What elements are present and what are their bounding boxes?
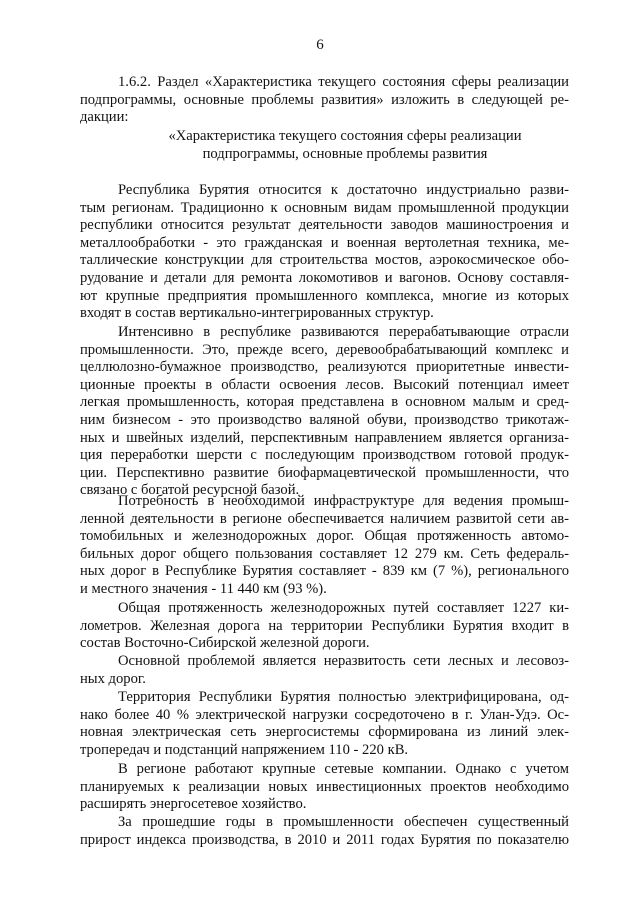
paragraph-line: ют крупные предприятия промышленного комплекса, многие из которых (80, 287, 569, 304)
paragraph-line: Интенсивно в республике развиваются перерабатывающие отрасли (118, 324, 569, 340)
paragraph-line: состав Восточно-Сибирской железной дороги. (80, 635, 370, 652)
paragraph-line: промышленности. Это, прежде всего, деревообрабатывающий комплекс и (80, 341, 569, 358)
paragraph-line: ция переработки шерсти с последующим производством готовой продук- (80, 447, 569, 464)
subtitle-line: подпрограммы, основные проблемы развития (202, 145, 488, 162)
paragraph-line: входят в состав вертикально-интегрированных структур. (80, 305, 434, 322)
paragraph-line: тропередач и подстанций напряжением 110 - 220 кВ. (80, 741, 409, 758)
paragraph-line: целлюлозно-бумажное производство, реализуются приоритетные инвести- (80, 359, 569, 376)
paragraph-line: ним бизнесом - это производство валяной обуви, производство трикотаж- (80, 412, 569, 428)
paragraph-line: Общая протяженность железнодорожных путей составляет 1227 ки- (118, 600, 569, 616)
paragraph-line: ленной деятельности в регионе обеспечивается наличием развитой сети ав- (80, 510, 569, 527)
paragraph-line: расширять энергосетевое хозяйство. (80, 796, 307, 813)
paragraph-line: планируемых к реализации новых инвестиционных проектов необходимо (80, 778, 569, 795)
section-heading-line: дакции: (80, 109, 129, 126)
paragraph-line: бильных дорог общего пользования составляет 12 279 км. Сеть федераль- (80, 545, 569, 562)
paragraph-line: томобильных и железнодорожных дорог. Общая протяженность автомо- (80, 528, 569, 545)
paragraph-line: Территория Республики Бурятия полностью электрифицирована, од- (118, 689, 569, 705)
paragraph-line: металлообработки - это гражданская и военная вертолетная техника, ме- (80, 234, 569, 251)
paragraph-line: республики относится результат деятельности заводов машиностроения и (80, 217, 569, 234)
paragraph-line: новная электрическая сеть энергосистемы сформирована из линий элек- (80, 724, 569, 741)
paragraph-line: рудование и детали для ремонта локомотивов и вагонов. Основу составля- (80, 270, 569, 286)
paragraph-line: В регионе работают крупные сетевые компании. Однако с учетом (118, 761, 569, 777)
paragraph-line: ных дорог в Республике Бурятия составляет - 839 км (7 %), регионального (80, 563, 569, 580)
paragraph-line: связано с богатой ресурсной базой. (80, 482, 300, 499)
paragraph-line: Республика Бурятия относится к достаточно индустриально разви- (118, 182, 569, 198)
paragraph-line: таллические конструкции для строительства мостов, аэрокосмическое обо- (80, 252, 569, 269)
paragraph-line: ционные проекты в области освоения лесов. Высокий потенциал имеет (80, 376, 569, 393)
paragraph-line: ных дорог. (80, 670, 146, 687)
paragraph-line: ных и швейных изделий, перспективным направлением является организа- (80, 429, 569, 446)
subtitle-line: «Характеристика текущего состояния сферы реализации (168, 128, 522, 144)
paragraph-line: Потребность в необходимой инфраструктуре для ведения промыш- (118, 493, 569, 509)
paragraph-line: нако более 40 % электрической нагрузки сосредоточено в г. Улан-Удэ. Ос- (80, 706, 569, 723)
paragraph-line: ции. Перспективно развитие биофармацевтической промышленности, что (80, 464, 569, 481)
section-heading-line: 1.6.2. Раздел «Характеристика текущего состояния сферы реализации (118, 74, 569, 90)
paragraph-line: Основной проблемой является неразвитость сети лесных и лесовоз- (118, 653, 569, 669)
paragraph-line: прирост индекса производства, в 2010 и 2011 годах Бурятия по показателю (80, 831, 569, 848)
paragraph-line: тым регионам. Традиционно к основным видам промышленной продукции (80, 199, 569, 216)
paragraph-line: лометров. Железная дорога на территории Республики Бурятия входит в (80, 617, 569, 634)
paragraph-line: За прошедшие годы в промышленности обеспечен существенный (118, 814, 569, 830)
paragraph-line: и местного значения - 11 440 км (93 %). (80, 581, 327, 597)
page-number: 6 (316, 37, 324, 53)
section-heading-line: подпрограммы, основные проблемы развития» изложить в следующей ре- (80, 91, 569, 108)
paragraph-line: легкая промышленность, которая представлена в основном малым и сред- (80, 394, 569, 411)
